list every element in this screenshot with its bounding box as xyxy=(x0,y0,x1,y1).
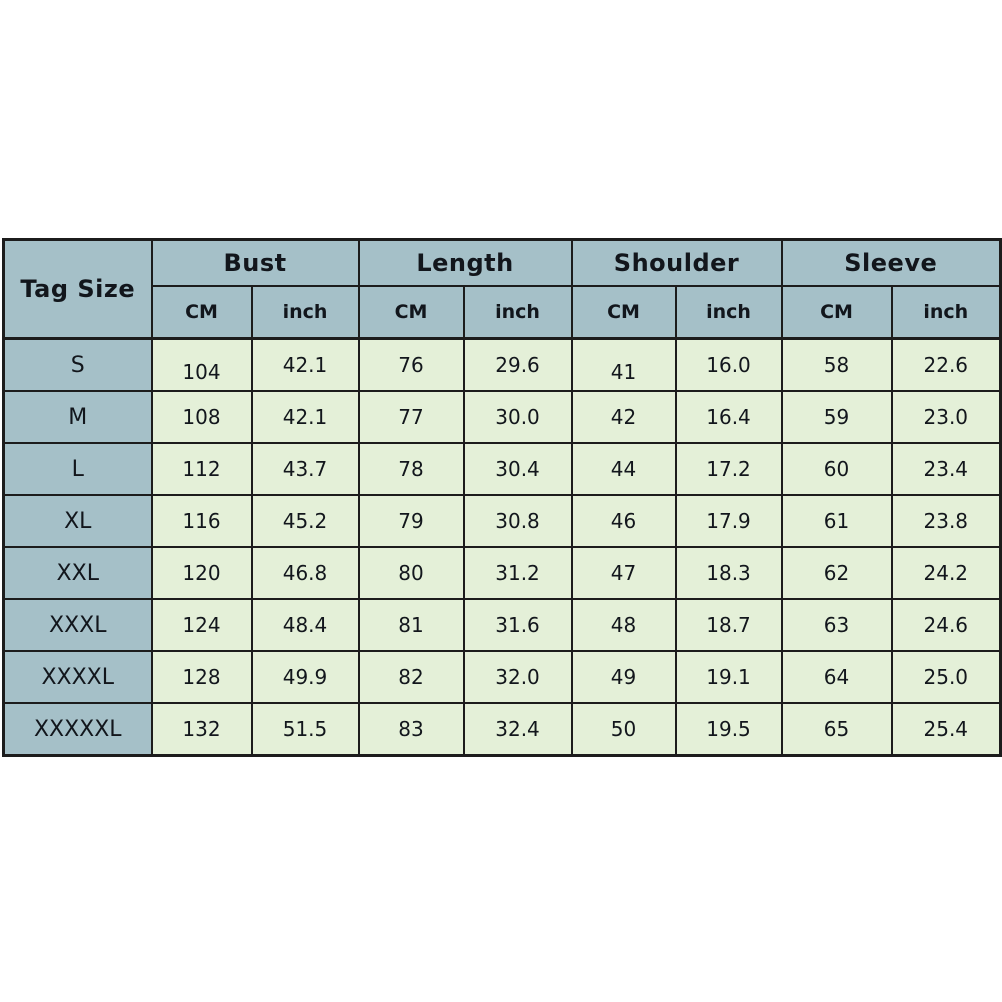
row-header-size: XXXL xyxy=(4,599,152,651)
table-cell: 46.8 xyxy=(252,547,359,599)
unit-header-cm: CM xyxy=(152,286,252,339)
table-cell: 104 xyxy=(152,339,252,392)
table-cell: 65 xyxy=(782,703,892,756)
table-cell: 41 xyxy=(572,339,676,392)
table-row-xxl xyxy=(4,547,1001,599)
table-cell: 46 xyxy=(572,495,676,547)
header-unit-row xyxy=(4,286,1001,339)
table-cell: 29.6 xyxy=(464,339,572,392)
table-cell: 50 xyxy=(572,703,676,756)
table-cell: 79 xyxy=(359,495,464,547)
table-cell: 31.2 xyxy=(464,547,572,599)
column-group-header-sleeve: Sleeve xyxy=(782,240,1001,287)
table-cell: 77 xyxy=(359,391,464,443)
column-group-header-bust: Bust xyxy=(152,240,359,287)
table-cell: 42 xyxy=(572,391,676,443)
unit-header-inch: inch xyxy=(676,286,782,339)
table-row-m xyxy=(4,391,1001,443)
table-cell: 30.8 xyxy=(464,495,572,547)
column-group-header-length: Length xyxy=(359,240,572,287)
unit-header-cm: CM xyxy=(359,286,464,339)
table-cell: 16.4 xyxy=(676,391,782,443)
table-cell: 49.9 xyxy=(252,651,359,703)
row-header-size: XXXXXL xyxy=(4,703,152,756)
table-cell: 30.4 xyxy=(464,443,572,495)
table-cell: 78 xyxy=(359,443,464,495)
table-cell: 23.4 xyxy=(892,443,1001,495)
table-cell: 60 xyxy=(782,443,892,495)
table-cell: 112 xyxy=(152,443,252,495)
table-cell: 64 xyxy=(782,651,892,703)
table-cell: 32.0 xyxy=(464,651,572,703)
table-cell: 47 xyxy=(572,547,676,599)
table-cell: 80 xyxy=(359,547,464,599)
table-cell: 42.1 xyxy=(252,339,359,392)
corner-header-tag-size: Tag Size xyxy=(4,240,152,339)
table-cell: 43.7 xyxy=(252,443,359,495)
table-cell: 23.8 xyxy=(892,495,1001,547)
table-cell: 63 xyxy=(782,599,892,651)
table-cell: 32.4 xyxy=(464,703,572,756)
table-cell: 30.0 xyxy=(464,391,572,443)
table-cell: 23.0 xyxy=(892,391,1001,443)
unit-header-inch: inch xyxy=(252,286,359,339)
table-cell: 18.7 xyxy=(676,599,782,651)
table-cell: 44 xyxy=(572,443,676,495)
row-header-size: XL xyxy=(4,495,152,547)
table-cell: 42.1 xyxy=(252,391,359,443)
unit-header-inch: inch xyxy=(464,286,572,339)
table-cell: 81 xyxy=(359,599,464,651)
table-row-xxxxxl xyxy=(4,703,1001,756)
table-cell: 25.4 xyxy=(892,703,1001,756)
table-cell: 124 xyxy=(152,599,252,651)
table-cell: 16.0 xyxy=(676,339,782,392)
table-cell: 24.2 xyxy=(892,547,1001,599)
unit-header-inch: inch xyxy=(892,286,1001,339)
table-row-s xyxy=(4,339,1001,392)
table-cell: 48 xyxy=(572,599,676,651)
table-cell: 48.4 xyxy=(252,599,359,651)
table-cell: 19.5 xyxy=(676,703,782,756)
row-header-size: XXL xyxy=(4,547,152,599)
table-row-l xyxy=(4,443,1001,495)
table-cell: 22.6 xyxy=(892,339,1001,392)
table-cell: 17.2 xyxy=(676,443,782,495)
table-cell: 76 xyxy=(359,339,464,392)
table-cell: 61 xyxy=(782,495,892,547)
table-cell: 51.5 xyxy=(252,703,359,756)
table-cell: 62 xyxy=(782,547,892,599)
row-header-size: XXXXL xyxy=(4,651,152,703)
table-row-xl xyxy=(4,495,1001,547)
table-cell: 82 xyxy=(359,651,464,703)
table-cell: 59 xyxy=(782,391,892,443)
row-header-size: S xyxy=(4,339,152,392)
table-cell: 128 xyxy=(152,651,252,703)
size-chart-table xyxy=(2,238,1002,757)
table-cell: 83 xyxy=(359,703,464,756)
table-cell: 17.9 xyxy=(676,495,782,547)
header-group-row xyxy=(4,240,1001,287)
table-cell: 132 xyxy=(152,703,252,756)
table-cell: 31.6 xyxy=(464,599,572,651)
table-row-xxxl xyxy=(4,599,1001,651)
table-cell: 19.1 xyxy=(676,651,782,703)
table-cell: 58 xyxy=(782,339,892,392)
table-cell: 116 xyxy=(152,495,252,547)
unit-header-cm: CM xyxy=(572,286,676,339)
column-group-header-shoulder: Shoulder xyxy=(572,240,782,287)
table-row-xxxxl xyxy=(4,651,1001,703)
table-cell: 18.3 xyxy=(676,547,782,599)
unit-header-cm: CM xyxy=(782,286,892,339)
row-header-size: L xyxy=(4,443,152,495)
table-cell: 49 xyxy=(572,651,676,703)
table-cell: 108 xyxy=(152,391,252,443)
table-cell: 120 xyxy=(152,547,252,599)
row-header-size: M xyxy=(4,391,152,443)
table-cell: 25.0 xyxy=(892,651,1001,703)
table-cell: 45.2 xyxy=(252,495,359,547)
table-cell: 24.6 xyxy=(892,599,1001,651)
